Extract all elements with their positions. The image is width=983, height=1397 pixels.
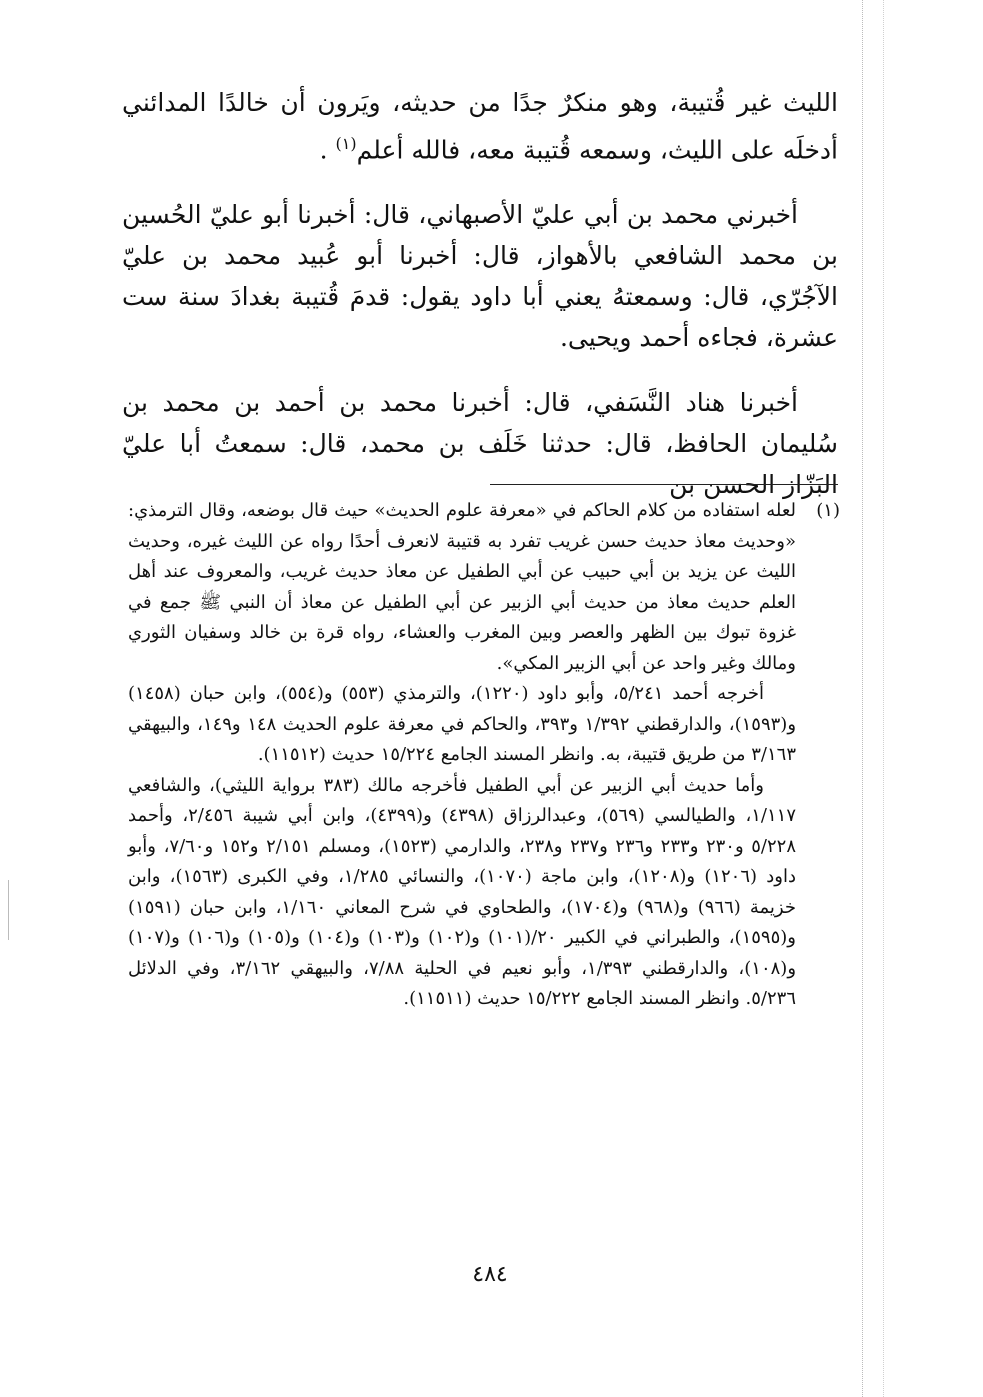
- main-paragraph-3: أخبرنا هناد النَّسَفي، قال: أخبرنا محمد بن أحمد بن محمد بن سُليمان الحافظ، قال: حدثنا خَلَف بن محمد، قال: سمعتُ أبا عليّ البَزّاز الحسن بن: [122, 388, 838, 500]
- page-number: ٤٨٤: [472, 1262, 508, 1287]
- footnote-divider: [490, 484, 838, 485]
- footnotes: [128, 496, 840, 1015]
- scan-artifact-line: [8, 880, 9, 940]
- footnote-marker: (١): [816, 500, 840, 521]
- main-paragraph-1-end: .: [319, 135, 336, 165]
- main-paragraph-2: أخبرني محمد بن أبي عليّ الأصبهاني، قال: أخبرنا أبو عليّ الحُسين بن محمد الشافعي بالأهواز، قال: أخبرنا أبو عُبيد محمد بن عليّ الآجُرّي، قال: وسمعتهُ يعني أبا داود يقول: قدمَ قُتيبة بغدادَ سنة ست عشرة، فجاءه أحمد ويحيى.: [122, 200, 838, 353]
- scan-artifact-line: [883, 0, 884, 1397]
- footnote-1-paragraph-2: أخرجه أحمد ٥/٢٤١، وأبو داود (١٢٢٠)، والترمذي (٥٥٣) و(٥٥٤)، وابن حبان (١٤٥٨) و(١٥٩٣)، والدارقطني ١/٣٩٢ و٣٩٣، والحاكم في معرفة علوم الحديث ١٤٨ و١٤٩، والبيهقي ٣/١٦٣ من طريق قتيبة، به. وانظر المسند الجامع ١٥/٢٢٤ حديث (١١٥١٢).: [128, 683, 797, 765]
- footnote-reference: (١): [335, 134, 357, 153]
- footnote-1: [128, 496, 840, 679]
- scan-artifact-line: [862, 0, 863, 1397]
- footnote-1-paragraph-3: وأما حديث أبي الزبير عن أبي الطفيل فأخرجه مالك (٣٨٣ برواية الليثي)، والشافعي ١/١١٧، والطيالسي (٥٦٩)، وعبدالرزاق (٤٣٩٨) و(٤٣٩٩)، وابن أبي شيبة ٢/٤٥٦، وأحمد ٥/٢٢٨ و٢٣٠ و٢٣٣ و٢٣٦ و٢٣٧ و٢٣٨، والدارمي (١٥٢٣)، ومسلم ٢/١٥١ و١٥٢ و٧/٦٠، وأبو داود (١٢٠٦) و(١٢٠٨)، وابن ماجة (١٠٧٠)، والنسائي ١/٢٨٥، وفي الكبرى (١٥٦٣)، وابن خزيمة (٩٦٦) و(٩٦٨) و(١٧٠٤)، والطحاوي في شرح المعاني ١/١٦٠، وابن حبان (١٥٩١) و(١٥٩٥)، والطبراني في الكبير ٢٠/(١٠١) و(١٠٢) و(١٠٣) و(١٠٤) و(١٠٥) و(١٠٦) و(١٠٧) و(١٠٨)، والدارقطني ١/٣٩٣، وأبو نعيم في الحلية ٧/٨٨، والبيهقي ٣/١٦٢، وفي الدلائل ٥/٢٣٦. وانظر المسند الجامع ١٥/٢٢٢ حديث (١١٥١١).: [128, 774, 797, 1009]
- main-text: [122, 82, 838, 529]
- main-paragraph-1: [122, 82, 838, 170]
- footnote-1-text: لعله استفاده من كلام الحاكم في «معرفة علوم الحديث» حيث قال بوضعه، وقال الترمذي: «وحديث معاذ حديث حسن غريب تفرد به قتيبة لانعرف أحدًا رواه عن الليث غيره، وحديث الليث عن يزيد بن أبي حبيب عن أبي الطفيل عن معاذ حديث غريب، والمعروف عند أهل العلم حديث معاذ من حديث أبي الزبير عن أبي الطفيل عن معاذ أن النبي ﷺ جمع في غزوة تبوك بين الظهر والعصر وبين المغرب والعشاء، رواه قرة بن خالد وسفيان الثوري ومالك وغير واحد عن أبي الزبير المكي».: [128, 500, 796, 674]
- main-paragraph-1-text: الليث غير قُتيبة، وهو منكرٌ جدًا من حديثه، ويَرون أن خالدًا المدائني أدخلَه على الليث، وسمعه قُتيبة معه، فالله أعلم: [122, 88, 838, 165]
